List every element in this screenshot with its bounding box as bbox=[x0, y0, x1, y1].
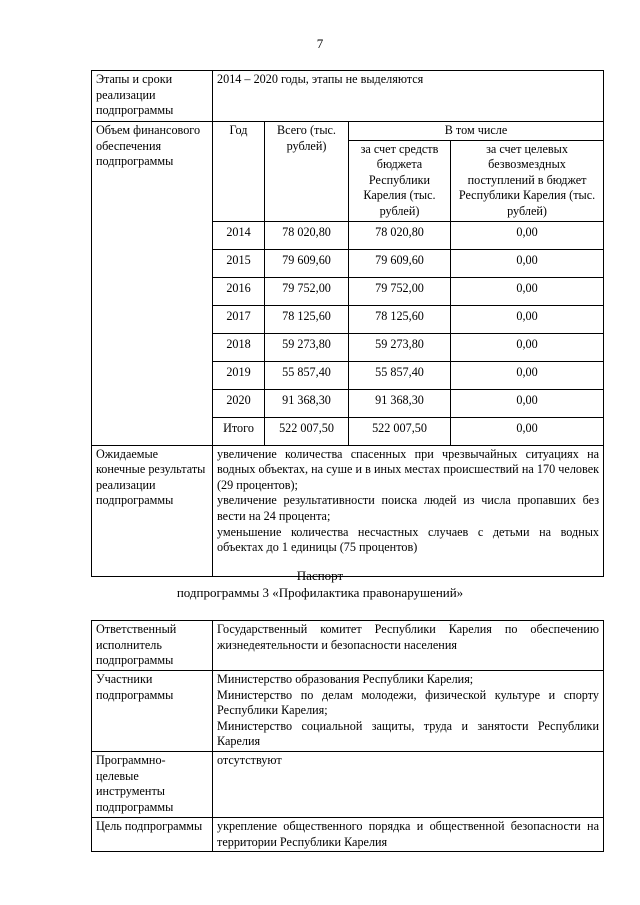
budget-cell: 522 007,50 bbox=[349, 417, 451, 445]
row-label: Программно-целевые инструменты подпрограммы bbox=[92, 751, 213, 817]
passport-table bbox=[91, 620, 604, 852]
header-total: Всего (тыс. рублей) bbox=[265, 122, 349, 222]
row-label: Цель подпрограммы bbox=[92, 817, 213, 851]
total-cell: 55 857,40 bbox=[265, 361, 349, 389]
year-cell: 2014 bbox=[213, 221, 265, 249]
page-number: 7 bbox=[316, 36, 324, 51]
total-cell: 79 609,60 bbox=[265, 249, 349, 277]
value-line: Министерство образования Республики Карелия; bbox=[217, 672, 474, 686]
row-label: Участники подпрограммы bbox=[92, 671, 213, 752]
budget-cell: 59 273,80 bbox=[349, 333, 451, 361]
grants-cell: 0,00 bbox=[451, 221, 604, 249]
table-row bbox=[92, 751, 604, 817]
grants-cell: 0,00 bbox=[451, 249, 604, 277]
year-cell: 2015 bbox=[213, 249, 265, 277]
row-value bbox=[213, 621, 604, 671]
grants-cell: 0,00 bbox=[451, 277, 604, 305]
value-line: укрепление общественного порядка и общественной безопасности на территории Республики Карелия bbox=[217, 818, 599, 849]
budget-cell: 79 752,00 bbox=[349, 277, 451, 305]
budget-cell: 78 125,60 bbox=[349, 305, 451, 333]
header-including: В том числе bbox=[349, 122, 604, 141]
header-grants: за счет целевых безвозмездных поступлений в бюджет Республики Карелия (тыс. рублей) bbox=[451, 140, 604, 221]
grants-cell: 0,00 bbox=[451, 389, 604, 417]
result-item: уменьшение количества несчастных случаев с детьми на водных объектах до 1 единицы (75 процентов) bbox=[217, 524, 600, 555]
grants-cell: 0,00 bbox=[451, 417, 604, 445]
grants-cell: 0,00 bbox=[451, 361, 604, 389]
total-cell: 78 020,80 bbox=[265, 221, 349, 249]
header-row-1 bbox=[92, 122, 604, 141]
budget-cell: 78 020,80 bbox=[349, 221, 451, 249]
budget-cell: 55 857,40 bbox=[349, 361, 451, 389]
year-cell: 2018 bbox=[213, 333, 265, 361]
results-label: Ожидаемые конечные результаты реализации подпрограммы bbox=[92, 445, 213, 576]
row-value bbox=[213, 671, 604, 752]
results-row bbox=[92, 445, 604, 576]
result-item: увеличение результативности поиска людей из числа пропавших без вести на 24 процента; bbox=[217, 493, 600, 523]
result-item: увеличение количества спасенных при чрезвычайных ситуациях на водных объектах, на суше и в иных местах происшествий на 170 человек (29 процентов); bbox=[217, 446, 600, 492]
value-line: Министерство по делам молодежи, физической культуре и спорту Республики Карелия; bbox=[217, 687, 599, 718]
passport-subtitle: подпрограммы 3 «Профилактика правонарушений» bbox=[176, 585, 464, 600]
financing-table bbox=[91, 70, 604, 577]
total-cell: 78 125,60 bbox=[265, 305, 349, 333]
table-row bbox=[92, 671, 604, 752]
year-cell: 2019 bbox=[213, 361, 265, 389]
table-row bbox=[92, 817, 604, 851]
budget-cell: 79 609,60 bbox=[349, 249, 451, 277]
header-year: Год bbox=[213, 122, 265, 222]
total-cell: 522 007,50 bbox=[265, 417, 349, 445]
value-line: Государственный комитет Республики Карелия по обеспечению жизнедеятельности и безопасности населения bbox=[217, 622, 599, 652]
row-value bbox=[213, 817, 604, 851]
passport-title: Паспорт bbox=[296, 568, 344, 583]
value-line: отсутствуют bbox=[217, 752, 282, 767]
stages-row bbox=[92, 71, 604, 122]
value-line: Министерство социальной защиты, труда и занятости Республики Карелия bbox=[217, 718, 599, 749]
total-cell: 79 752,00 bbox=[265, 277, 349, 305]
stages-label: Этапы и сроки реализации подпрограммы bbox=[92, 71, 213, 122]
year-cell: 2020 bbox=[213, 389, 265, 417]
volume-label: Объем финансового обеспечения подпрограммы bbox=[92, 122, 213, 446]
stages-value: 2014 – 2020 годы, этапы не выделяются bbox=[213, 71, 604, 122]
year-cell: 2017 bbox=[213, 305, 265, 333]
grants-cell: 0,00 bbox=[451, 305, 604, 333]
header-budget: за счет средств бюджета Республики Карелия (тыс. рублей) bbox=[349, 140, 451, 221]
row-label: Ответственный исполнитель подпрограммы bbox=[92, 621, 213, 671]
year-cell: 2016 bbox=[213, 277, 265, 305]
table-row bbox=[92, 621, 604, 671]
grants-cell: 0,00 bbox=[451, 333, 604, 361]
results-value bbox=[213, 445, 604, 576]
year-cell: Итого bbox=[213, 417, 265, 445]
budget-cell: 91 368,30 bbox=[349, 389, 451, 417]
row-value bbox=[213, 751, 604, 817]
total-cell: 91 368,30 bbox=[265, 389, 349, 417]
total-cell: 59 273,80 bbox=[265, 333, 349, 361]
